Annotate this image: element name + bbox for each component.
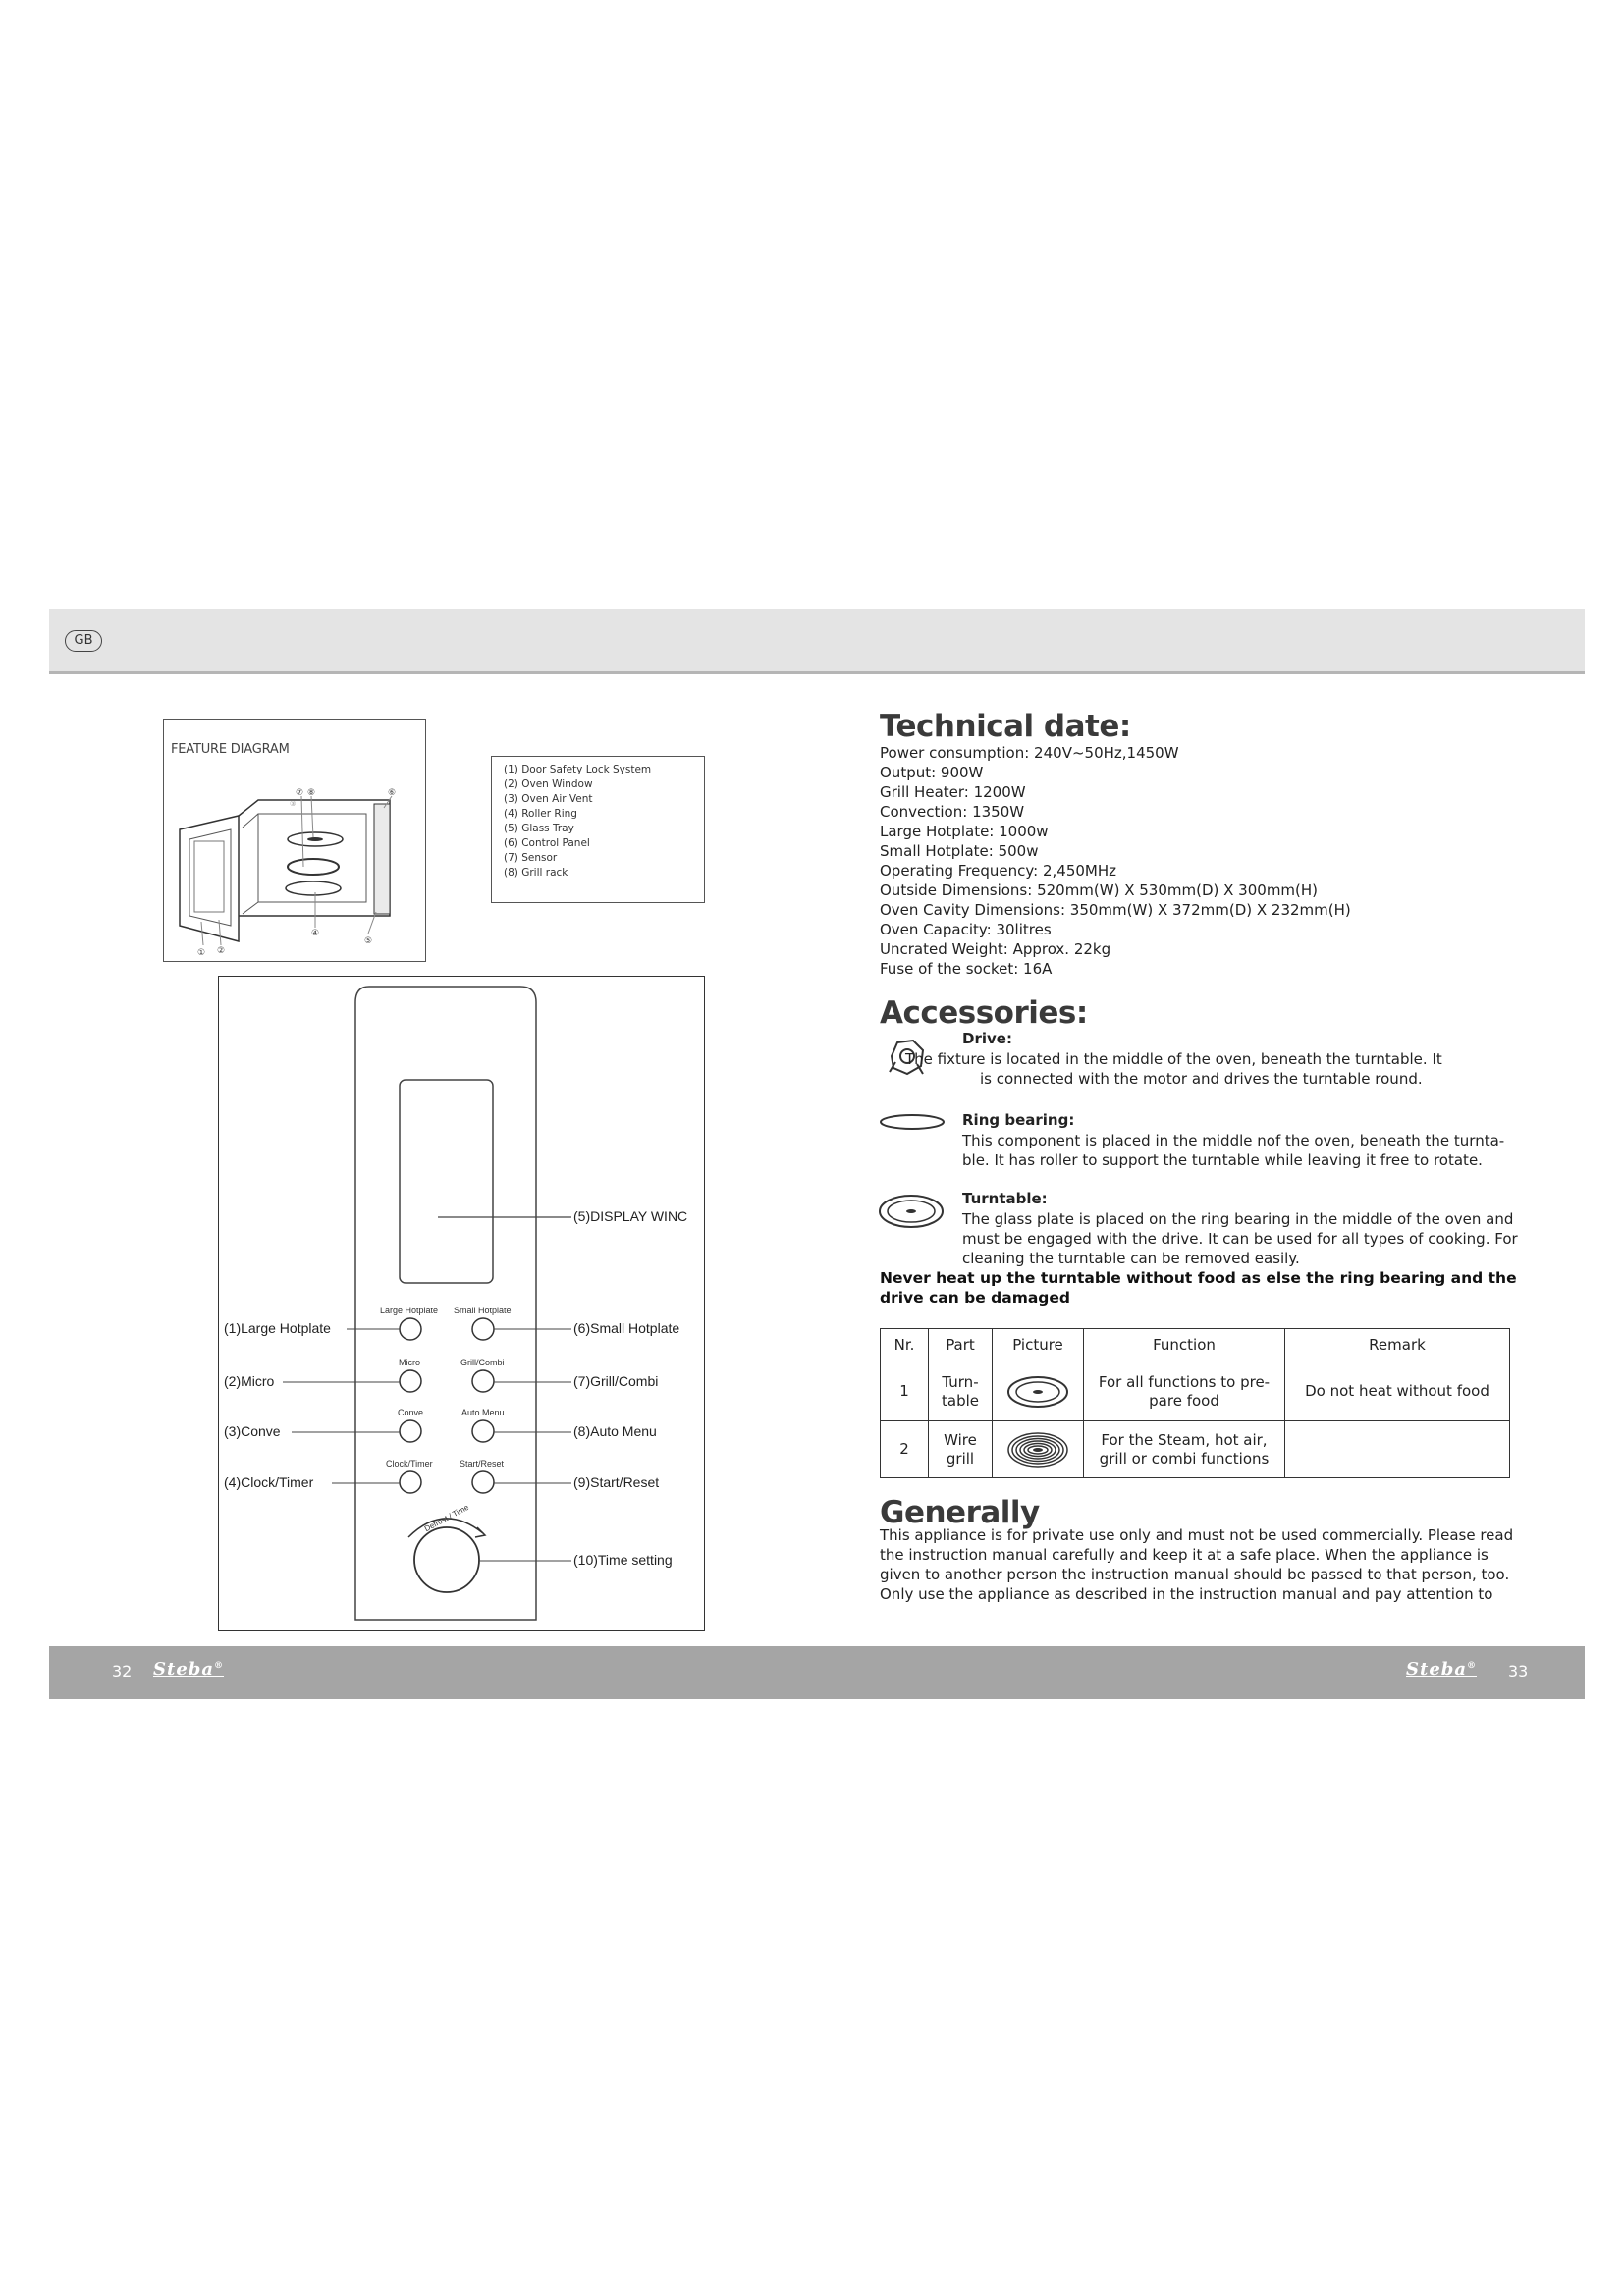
turntable-title: Turntable: — [962, 1190, 1048, 1207]
turntable-text-line-2: must be engaged with the drive. It can be used for all types of cooking. For — [962, 1230, 1518, 1248]
legend-item: (6) Control Panel — [504, 837, 590, 849]
feature-diagram-title: FEATURE DIAGRAM — [171, 742, 290, 757]
row-1-part-line: table — [942, 1391, 979, 1410]
warning-line-2: drive can be damaged — [880, 1289, 1071, 1307]
spec-line: Operating Frequency: 2,450MHz — [880, 862, 1117, 880]
callout-3: ③ — [290, 800, 297, 808]
row-2-function-line: grill or combi functions — [1099, 1449, 1270, 1468]
page-number-left: 32 — [112, 1662, 133, 1681]
row-2-nr: 2 — [881, 1421, 929, 1478]
row-2-function — [1084, 1421, 1285, 1478]
spec-line: Oven Capacity: 30litres — [880, 921, 1052, 938]
page-number-right: 33 — [1508, 1662, 1529, 1681]
row-2-part-line: Wire — [944, 1430, 977, 1449]
row-2-picture — [993, 1421, 1084, 1478]
row-1-part-line: Turn- — [942, 1372, 979, 1391]
spec-line: Fuse of the socket: 16A — [880, 960, 1053, 978]
brand-logo-left — [153, 1659, 224, 1680]
legend-item: (8) Grill rack — [504, 867, 568, 879]
turntable-text-line-3: cleaning the turntable can be removed easily. — [962, 1250, 1300, 1267]
spec-line: Outside Dimensions: 520mm(W) X 530mm(D) X 300mm(H) — [880, 881, 1319, 899]
spec-line: Power consumption: 240V~50Hz,1450W — [880, 744, 1179, 762]
legend-item: (7) Sensor — [504, 852, 558, 864]
header-nr: Nr. — [881, 1329, 929, 1362]
generally-line: the instruction manual carefully and keep it at a safe place. When the appliance is — [880, 1546, 1489, 1564]
technical-title: Technical date: — [880, 709, 1131, 744]
brand-mark: ® — [214, 1661, 225, 1671]
auto-menu-button-label: Auto Menu — [461, 1408, 505, 1417]
row-1-function-line: For all functions to pre- — [1098, 1372, 1271, 1391]
small-hotplate-button-label: Small Hotplate — [454, 1306, 512, 1315]
brand-name: Steba — [1406, 1659, 1468, 1680]
callout-5: ⑤ — [364, 936, 373, 946]
spec-line: Output: 900W — [880, 764, 984, 781]
ring-bearing-text-line-1: This component is placed in the middle nof the oven, beneath the turnta- — [962, 1132, 1505, 1149]
small-hotplate-callout: (6)Small Hotplate — [573, 1320, 680, 1336]
turntable-picture-icon — [1003, 1372, 1072, 1412]
row-2-part-line: grill — [946, 1449, 975, 1468]
table-row — [881, 1362, 1510, 1421]
drive-text-line-1: The fixture is located in the middle of the oven, beneath the turntable. It — [905, 1050, 1442, 1068]
row-1-function-line: pare food — [1149, 1391, 1219, 1410]
feature-legend — [491, 756, 705, 903]
legend-item: (3) Oven Air Vent — [504, 793, 593, 805]
header-band — [49, 609, 1585, 674]
micro-callout: (2)Micro — [224, 1373, 275, 1389]
micro-button-label: Micro — [399, 1358, 420, 1367]
table-row — [881, 1421, 1510, 1478]
start-reset-button-label: Start/Reset — [460, 1459, 505, 1468]
brand-logo-right — [1406, 1659, 1477, 1680]
legend-item: (5) Glass Tray — [504, 823, 574, 834]
clock-timer-callout: (4)Clock/Timer — [224, 1474, 314, 1490]
callout-8: ⑧ — [307, 788, 316, 798]
display-window-callout: (5)DISPLAY WINC — [573, 1208, 688, 1224]
legend-item: (1) Door Safety Lock System — [504, 764, 652, 775]
legend-item: (4) Roller Ring — [504, 808, 577, 820]
time-setting-callout: (10)Time setting — [573, 1552, 673, 1568]
callout-1: ① — [197, 948, 206, 958]
spec-line: Convection: 1350W — [880, 803, 1025, 821]
turntable-text-line-1: The glass plate is placed on the ring bearing in the middle of the oven and — [962, 1210, 1514, 1228]
spec-line: Large Hotplate: 1000w — [880, 823, 1049, 840]
generally-title: Generally — [880, 1495, 1040, 1530]
header-remark: Remark — [1285, 1329, 1510, 1362]
spec-line: Oven Cavity Dimensions: 350mm(W) X 372mm(D) X 232mm(H) — [880, 901, 1351, 919]
callout-7: ⑦ — [296, 788, 304, 798]
accessories-title: Accessories: — [880, 995, 1088, 1031]
clock-timer-button-label: Clock/Timer — [386, 1459, 433, 1468]
accessories-table — [880, 1328, 1510, 1478]
auto-menu-callout: (8)Auto Menu — [573, 1423, 657, 1439]
header-function: Function — [1084, 1329, 1285, 1362]
callout-6: ⑥ — [388, 788, 397, 798]
brand-name: Steba — [153, 1659, 215, 1680]
drive-title: Drive: — [962, 1030, 1012, 1047]
generally-paragraph — [880, 1525, 1513, 1604]
row-2-remark — [1285, 1421, 1510, 1478]
callout-2: ② — [217, 946, 226, 956]
language-badge: GB — [65, 630, 102, 652]
spec-line: Small Hotplate: 500w — [880, 842, 1039, 860]
turntable-icon — [877, 1192, 946, 1231]
technical-spec-list — [880, 743, 1351, 979]
row-1-nr: 1 — [881, 1362, 929, 1421]
large-hotplate-button-label: Large Hotplate — [380, 1306, 439, 1315]
ring-bearing-icon — [877, 1112, 947, 1132]
row-2-function-line: For the Steam, hot air, — [1101, 1430, 1268, 1449]
spec-line: Grill Heater: 1200W — [880, 783, 1026, 801]
row-1-function — [1084, 1362, 1285, 1421]
row-1-part — [929, 1362, 993, 1421]
header-part: Part — [929, 1329, 993, 1362]
conve-callout: (3)Conve — [224, 1423, 281, 1439]
grill-combi-button-label: Grill/Combi — [460, 1358, 505, 1367]
conve-button-label: Conve — [398, 1408, 424, 1417]
dial-label: Defrost / Time — [422, 1502, 470, 1534]
control-panel-diagram — [218, 976, 705, 1631]
generally-line: This appliance is for private use only and must not be used commercially. Please read — [880, 1526, 1514, 1544]
callout-4: ④ — [311, 929, 320, 938]
legend-item: (2) Oven Window — [504, 778, 593, 790]
ring-bearing-title: Ring bearing: — [962, 1111, 1075, 1129]
generally-line: given to another person the instruction manual should be passed to that person, too. — [880, 1566, 1510, 1583]
ring-bearing-text-line-2: ble. It has roller to support the turntable while leaving it free to rotate. — [962, 1151, 1483, 1169]
large-hotplate-callout: (1)Large Hotplate — [224, 1320, 331, 1336]
spec-line: Uncrated Weight: Approx. 22kg — [880, 940, 1111, 958]
start-reset-callout: (9)Start/Reset — [573, 1474, 660, 1490]
wire-grill-icon — [1003, 1428, 1072, 1471]
generally-line: Only use the appliance as described in the instruction manual and pay attention to — [880, 1585, 1493, 1603]
grill-combi-callout: (7)Grill/Combi — [573, 1373, 659, 1389]
drive-text-line-2: is connected with the motor and drives the turntable round. — [980, 1070, 1423, 1088]
warning-line-1: Never heat up the turntable without food as else the ring bearing and the — [880, 1269, 1517, 1287]
table-header-row — [881, 1329, 1510, 1362]
brand-mark: ® — [1467, 1661, 1478, 1671]
row-1-picture — [993, 1362, 1084, 1421]
header-picture: Picture — [993, 1329, 1084, 1362]
row-1-remark: Do not heat without food — [1285, 1362, 1510, 1421]
row-2-part — [929, 1421, 993, 1478]
footer-band — [49, 1646, 1585, 1699]
